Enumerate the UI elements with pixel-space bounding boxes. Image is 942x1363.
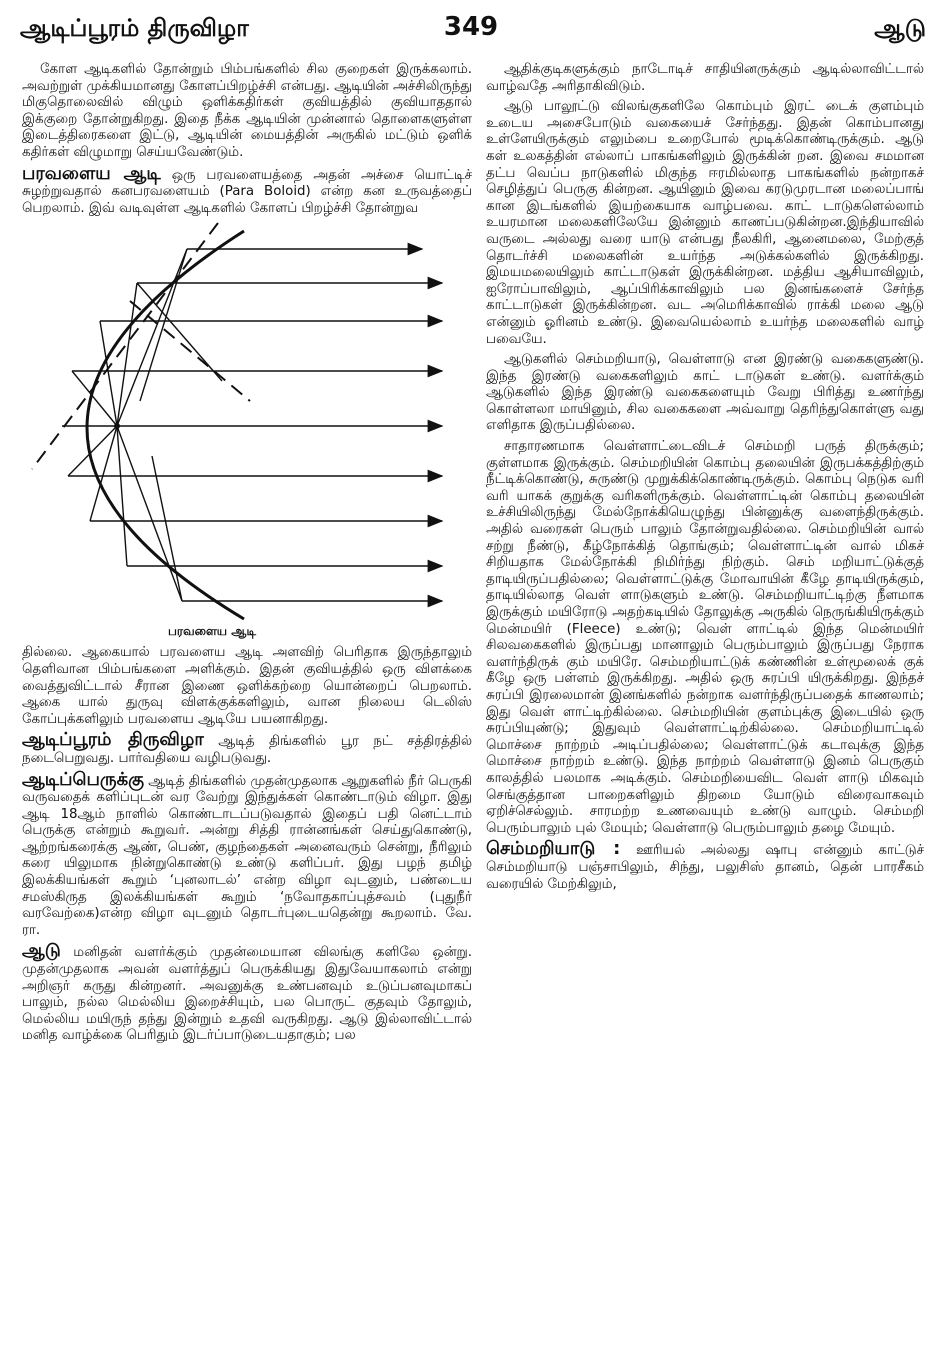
paragraph-aadiperukku bbox=[22, 768, 472, 940]
figure-caption: பரவளைய ஆடி bbox=[168, 624, 256, 639]
paragraph-sheep bbox=[486, 838, 924, 893]
entry-text-aadiperukku: ஆடித் திங்களில் முதன்முதலாக ஆறுகளில் நீர் பெருகி வருவதைக் களிப்புடன் வர வேற்று இந்துக்கள் கொண்டாடும் விழா. இது ஆடி 18ஆம் நாளில் கொண்டாடப்படுவதால் இதைப் பதி னெட்டாம் பெருக்கு என்றும் கூறுவர். அன்று சித்தி ரான்னங்கள் செய்துகொண்டு, ஆற்றங்கரைக்கு ஆண், பெண், குழந்தைகள் அனைவரும் சென்று, நீரிலும் கரை யிலுமாக நின்றுகொண்டு உண்டு களிப்பர். இது பழந் தமிழ் இலக்கியங்கள் கூறும் ‘புனலாடல்’ என்ற விழா வுடனும், பண்டைய சமஸ்கிருத இலக்கியங்கள் கூறும் ‘நவோதகாப்புத்சவம் (புதுநீர் வரவேற்கை)என்ற விழா வுடனும் தொடர்புடையதென்று கூறலாம். வே. ரா. bbox=[22, 773, 472, 938]
entry-text-aadipooram: ஆடித் திங்களில் பூர நட் சத்திரத்தில் நடைபெறுவது. பார்வதியை வழிபடுவது. bbox=[22, 734, 472, 766]
paragraph-aadipooram bbox=[22, 729, 472, 767]
paragraph-parabolic-mirror bbox=[22, 162, 472, 218]
paragraph-goat-habitat: ஆடு பாலூட்டு விலங்குகளிலே கொம்பும் இரட் டைக் குளம்பும் உடைய அசைபோடும் வகையைச் சேர்ந்தது. இதன் கொம்பானது உள்ளேயிருக்கும் எலும்பை உறைபோல் மூடிக்கொண்டிருக்கும். ஆடு கள் உலகத்தின் எல்லாப் பாகங்களிலும் இருக்கின் றன. இவை சமமான தட்ப வெப்ப நாடுகளில் மிகுந்த ஈரமில்லாத பாகங்களில் நன்றாகச் செழித்துப் பெருகு கின்றன. ஆயினும் இவை கரடுமுரடான மலைப்பாங் கான இடங்களில் இயற்கையாக வாழ்பவை. காட் டாடுகளெல்லாம் உயரமான மலைகளிலேயே இன்னும் காணப்படுகின்றன.இந்தியாவில் வருடை அல்லது வரை யாடு என்பது நீலகிரி, ஆனைமலை, மேற்குத் தொடர்ச்சி மலைகளின் உயர்ந்த அடுக்கல்களில் இருக்கிறது. இமயமலையிலும் காட்டாடுகள் இருக்கின்றன. மத்திய ஆசியாவிலும், ஐரோப்பாவிலும், ஆப்பிரிக்காவிலும் பல இனங்களைச் சேர்ந்த காட்டாடுகள் இருக்கின்றன. வட அமெரிக்காவில் ராக்கி மலை ஆடு என்னும் ஓரினம் உண்டு. இவையெல்லாம் உயர்ந்த மலைகளில் வாழ் பவையே. bbox=[486, 99, 924, 347]
entry-text-parabolic-mirror: ஒரு பரவளையத்தை அதன் அச்சை யொட்டிச் சுழற்றுவதால் கனபரவளையம் (Para Boloid) என்ற கன உருவத்தைப் பெறலாம். இவ் வடிவுள்ள ஆடிகளில் கோளப் பிறழ்ச்சி தோன்றுவ bbox=[22, 167, 472, 216]
paragraph-parabolic-continued: தில்லை. ஆகையால் பரவளைய ஆடி அளவிற் பெரிதாக இருந்தாலும் தெளிவான பிம்பங்களை அளிக்கும். இதன் குவியத்தில் ஒரு விளக்கை வைத்துவிட்டால் சீரான இணை ஒளிக்கற்றை யொன்றைப் பெறலாம். ஆகை யால் துருவு விளக்குக்களிலும், வான நிலைய டெலிஸ் கோப்புக்களிலும் பரவளைய ஆடியே பயனாகிறது. bbox=[22, 645, 472, 727]
entry-text-goat: மனிதன் வளர்க்கும் முதன்மையான விலங்கு களிலே ஒன்று. முதன்முதலாக அவன் வளர்த்துப் பெருக்கியது இதுவேயாகலாம் என்று அறிஞர் கருது கின்றனர். அவனுக்கு உண்பனவும் உடுப்பனவுமாகப் பாலும், நல்ல மெல்லிய இறைச்சியும், பல பொருட் குதவும் தோலும், மெல்லிய மயிருந் தந்து இன்றும் உதவி வருகிறது. ஆடு இல்லாவிட்டால் மனித வாழ்க்கை பெரிதும் இடர்ப்பாடுடையதாகும்; பல bbox=[22, 945, 472, 1044]
entry-head-goat: ஆடு bbox=[22, 940, 61, 962]
running-head-left: ஆடிப்பூரம் திருவிழா bbox=[20, 14, 249, 42]
parabolic-mirror-diagram bbox=[22, 221, 472, 641]
mirror-curve bbox=[87, 231, 244, 619]
entry-head-parabolic-mirror: பரவளைய ஆடி bbox=[22, 162, 161, 184]
left-column bbox=[22, 62, 472, 1049]
paragraph-goat-differences: சாதாரணமாக வெள்ளாட்டைவிடச் செம்மறி பருத் திருக்கும்; குள்ளமாக இருக்கும். செம்மறியின் கொம்பு தலையின் இருபக்கத்திற்கும் நீட்டிக்கொண்டு, சுருண்டு முறுக்கிக்கொண்டிருக்கும். கொம்பு நெடுக வரி வரி யாகக் குறுக்கு வரிகளிருக்கும். வெள்ளாட்டின் கொம்பு தலையின் உச்சியிலிருந்து மேல்நோக்கியெழுந்து பின்னுக்கு வளைந்திருக்கும். அதில் வரைகள் பெரும் பாலும் தோன்றுவதில்லை. செம்மறியின் வால் சற்று நீண்டு, கீழ்நோக்கித் தொங்கும்; வெள்ளாட்டின் வால் மிகச் சிறியதாக மேல்நோக்கி நிமிர்ந்து நிற்கும். செம் மறியாட்டுக்குத் தாடியிருப்பதில்லை; வெள்ளாட்டுக்கு மோவாயின் கீழே தாடியிருக்கும், தாடியில்லாத வெள் ளாடுகளும் உண்டு. செம்மறியாட்டிற்கு நீளமாக இருக்கும் மயிரோடு அதற்கடியில் தோலுக்கு அருகில் நெருங்கியிருக்கும் மென்மயிர் (Fleece) உண்டு; வெள் ளாட்டில் இந்த மென்மயிர் சிலவகைகளில் இருப்பது மானாலும் பெரும்பாலும் இருப்பது நேராக வளர்ந்திருக் கும் மயிரே. செம்மறியாட்டுக் கண்ணின் உள்மூலைக் குக் கீழே ஒரு பள்ளம் இருக்கிறது. அதில் ஒரு சுரப்பி யிருக்கிறது. இந்தச் சுரப்பி இரலைமான் இனங்களில் நன்றாக வளர்ந்திருப்பதைக் காணலாம்; இது வெள் ளாட்டிற்கில்லை. செம்மறியின் குளம்புக்கு இடையில் ஒரு சுரப்பியுண்டு; இதுவும் வெள்ளாட்டிற்கில்லை. செம்மறியாட்டில் மொச்சை நாற்றம் அடிப்பதில்லை; வெள்ளாட்டுக் கடாவுக்கு இந்த மொச்சை நாற்றம் உண்டு. இந்த நாற்றம் வெள்ளாடு இனம் பெருகும் காலத்தில் பலமாக அடிக்கும். செம்மறியைவிட வெள் ளாடு மிகவும் செங்குத்தான பாறைகளிலும் திறமை யோடும் விரைவாகவும் ஏறிச்செல்லும். சாரமற்ற உணவையும் உண்டு வாழும். செம்மறி பெரும்பாலும் புல் மேயும்; வெள்ளாடு பெரும்பாலும் தழை மேயும். bbox=[486, 439, 924, 836]
running-head-right: ஆடு bbox=[874, 14, 926, 42]
page-number: 349 bbox=[443, 12, 499, 42]
parabolic-mirror-figure bbox=[22, 221, 472, 641]
paragraph-spherical-aberration: கோள ஆடிகளில் தோன்றும் பிம்பங்களில் சில குறைகள் இருக்கலாம். அவற்றுள் முக்கியமானது கோளப்பிறழ்ச்சி என்பது. ஆடியின் அச்சிலிருந்து மிகுதொலைவில் விழும் ஒளிக்கதிர்கள் குவியத்தில் குவியாததால் இக்குறை தோன்றுகிறது. இதை நீக்க ஆடியின் முன்னால் தொளைகளுள்ள இடைத்திரைகளை இட்டு, ஆடியின் மையத்தின் அருகில் மட்டும் ஒளிக் கதிர்கள் விழுமாறு செய்யவேண்டும். bbox=[22, 62, 472, 160]
entry-head-aadiperukku: ஆடிப்பெருக்கு bbox=[22, 768, 144, 790]
focus-point bbox=[114, 423, 120, 429]
tangent-line bbox=[32, 223, 218, 469]
focus-rays bbox=[68, 249, 222, 601]
paragraph-goat-continued: ஆதிக்குடிகளுக்கும் நாடோடிச் சாதியினருக்கும் ஆடில்லாவிட்டால் வாழ்வதே அரிதாகிவிடும். bbox=[486, 62, 924, 94]
entry-text-sheep: ஊரியல் அல்லது ஷாபு என்னும் காட்டுச் செம்மறியாடு பஞ்சாபிலும், சிந்து, பலுசிஸ் தானம், தென் பாரசீகம் வரையில் மேற்கிலும், bbox=[486, 843, 924, 892]
right-column bbox=[486, 62, 924, 897]
paragraph-goat bbox=[22, 940, 472, 1045]
entry-head-sheep: செம்மறியாடு : bbox=[486, 838, 621, 860]
entry-head-aadipooram: ஆடிப்பூரம் திருவிழா bbox=[22, 729, 204, 751]
page-header bbox=[0, 0, 942, 56]
normal-line bbox=[130, 301, 250, 401]
paragraph-goat-types: ஆடுகளில் செம்மறியாடு, வெள்ளாடு என இரண்டு வகைகளுண்டு. இந்த இரண்டு வகைகளிலும் காட் டாடுகள் உண்டு. வளர்க்கும் ஆடுகளில் இந்த இரண்டு வகைகளையும் வேறு பிரித்து உணர்ந்து கொள்ளலா மாயினும், சில வகைகளை அவ்வாறு தெரிந்துகொள்ளு வது எளிதாக இருப்பதில்லை. bbox=[486, 352, 924, 434]
